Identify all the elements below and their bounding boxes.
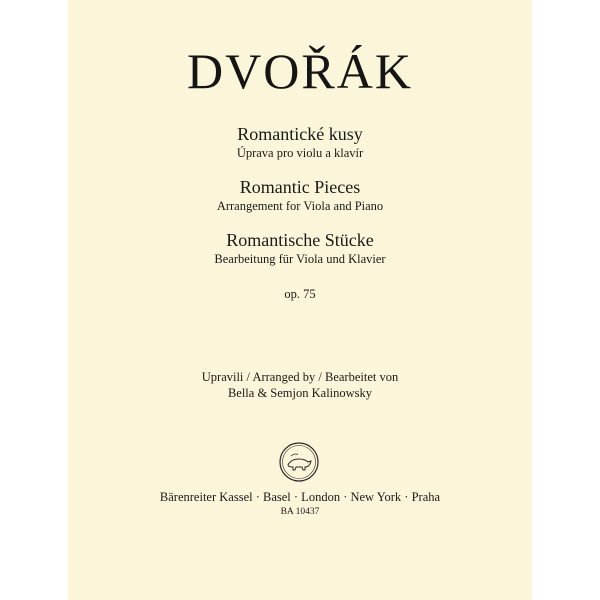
title-czech: Romantické kusy bbox=[237, 124, 363, 144]
arranged-by-label: Upravili / Arranged by / Bearbeitet von bbox=[201, 370, 399, 384]
catalog-number: BA 10437 bbox=[280, 507, 320, 517]
arrangers-names: Bella & Semjon Kalinowsky bbox=[227, 386, 373, 400]
baerenreiter-bear-logo-icon bbox=[278, 441, 320, 483]
subtitle-czech: Úprava pro violu a klavír bbox=[236, 146, 364, 160]
subtitle-german: Bearbeitung für Viola und Klavier bbox=[214, 252, 386, 266]
publisher-cities: Bärenreiter Kassel · Basel · London · New York · Praha bbox=[159, 490, 441, 504]
composer-name: DVOŘÁK bbox=[187, 43, 413, 99]
title-german: Romantische Stücke bbox=[226, 230, 374, 250]
opus-number: op. 75 bbox=[284, 287, 316, 301]
score-cover-page bbox=[68, 0, 532, 600]
title-english: Romantic Pieces bbox=[239, 177, 361, 197]
subtitle-english: Arrangement for Viola and Piano bbox=[216, 199, 384, 213]
